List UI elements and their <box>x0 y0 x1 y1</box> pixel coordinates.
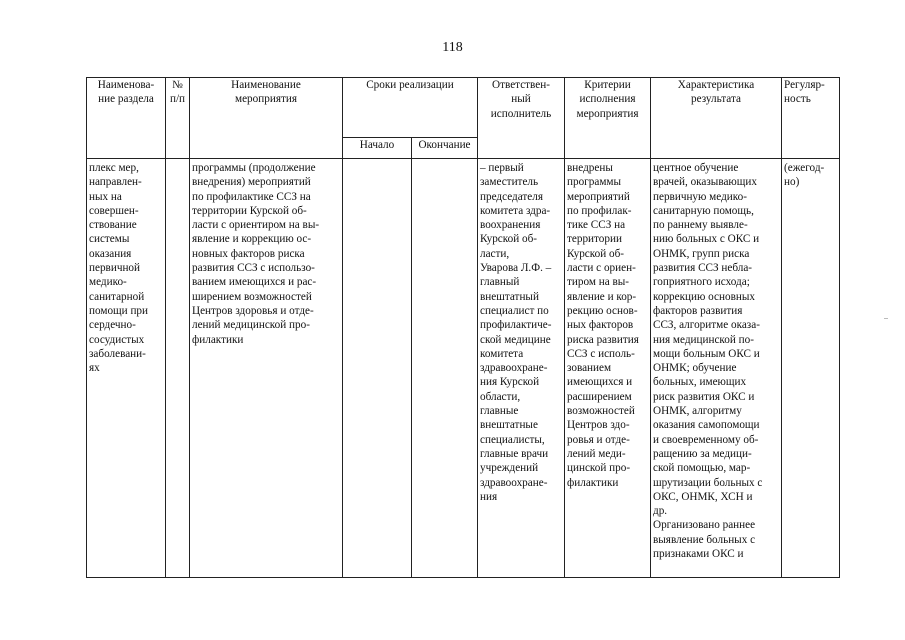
cell-end <box>412 159 478 578</box>
header-criteria: Критерии исполнения мероприятия <box>565 78 651 159</box>
scan-mark <box>884 318 888 319</box>
table-row <box>87 159 840 578</box>
header-regularity: Регуляр- ность <box>782 78 840 159</box>
header-event-name: Наименование мероприятия <box>190 78 343 159</box>
cell-number <box>166 159 190 578</box>
cell-responsible: – первый заместитель председателя комитета здра- воохранения Курской об- ласти, Уварова Л.Ф. – главный внештатный специалист по профилактиче- ской медицине комитета здравоохране- ния Курской области, главные внештатные специалисты, главные врачи учреждений здравоохране- ния <box>478 159 565 578</box>
cell-result <box>651 159 782 578</box>
page-number: 118 <box>442 40 463 55</box>
header-end: Окончание <box>412 138 478 159</box>
header-start: Начало <box>343 138 412 159</box>
cell-criteria: внедрены программы мероприятий по профилак- тике ССЗ на территории Курской об- ласти с ориен- тиром на вы- явление и кор- рекцию основ- ных факторов риска развития ССЗ с исполь- зованием имеющихся и расширением возможностей Центров здо- ровья и отде- лений меди- цинской про- филактики <box>565 159 651 578</box>
header-responsible: Ответствен- ный исполнитель <box>478 78 565 159</box>
cell-event-name: программы (продолжение внедрения) мероприятий по профилактике ССЗ на территории Курской об- ласти с ориентиром на вы- явление и коррекцию ос- новных факторов риска развития ССЗ с использо- ванием имеющихся и рас- ширением возможностей Центров здоровья и отде- лений медицинской про- филактики <box>190 159 343 578</box>
cell-regularity: (ежегод- но) <box>782 159 840 578</box>
header-number: № п/п <box>166 78 190 159</box>
table-header-row <box>87 78 840 138</box>
header-result: Характеристика результата <box>651 78 782 159</box>
header-terms: Сроки реализации <box>343 78 478 138</box>
cell-start <box>343 159 412 578</box>
plan-table <box>86 77 840 578</box>
result-paragraph-2: Организовано раннее выявление больных с признаками ОКС и <box>653 519 756 561</box>
cell-section-name: плекс мер, направлен- ных на совершен- ствование системы оказания первичной медико- санитарной помощи при сердечно- сосудистых заболевани- ях <box>87 159 166 578</box>
header-section-name: Наименова- ние раздела <box>87 78 166 159</box>
result-paragraph-1: центное обучение врачей, оказывающих первичную медико- санитарную помощь, по раннему выявле- нию больных с ОКС и ОНМК, групп риска развития ССЗ небла- гоприятного исхода; коррекцию основных факторов развития ССЗ, алгоритме оказа- ния медицинской по- мощи больным ОКС и ОНМК; обучение больных, имеющих риск развития ОКС и ОНМК, алгоритму оказания самопомощи и своевременному об- ращению за медици- ской помощью, мар- шрутизации больных с ОКС, ОНМК, ХСН и др. <box>653 162 763 518</box>
